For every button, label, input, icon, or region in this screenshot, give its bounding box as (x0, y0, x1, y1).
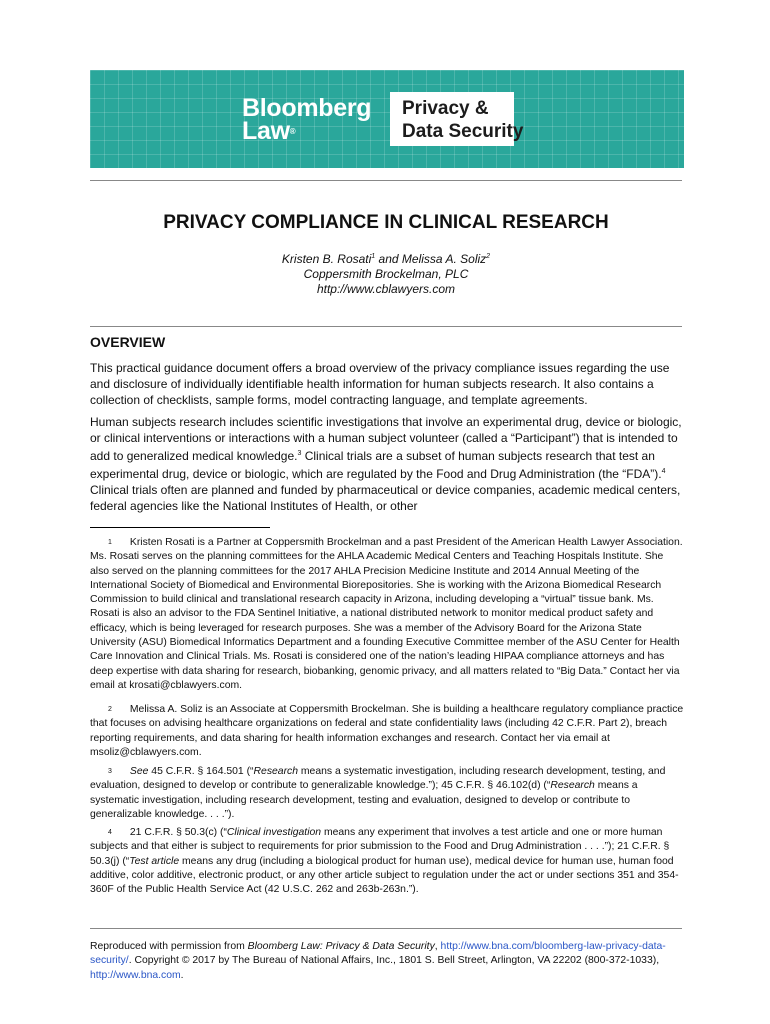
publication-name: Bloomberg Law: Privacy & Data Security (247, 941, 435, 952)
footnote-4: $^4$ 21 C.F.R. § 50.3(c) (“Clinical investigation means any experiment that involves a test article and one or more human subjects and that either is subject to requirements for prior submission to the Food and Drug Administration . . . .”); 21 C.F.R. § 50.3(j) (“Test article means any drug (including a biological product for human use), medical device for human use, human food additive, color additive, electronic product, or any other article subject to regulation under the act or under sections 351 and 354-360F of the Public Health Service Act (42 U.S.C. 262 and 263b-263n.”). (90, 827, 679, 896)
header-banner (90, 70, 684, 168)
author-2: Melissa A. Soliz (401, 252, 487, 266)
product-line-1: Privacy & (402, 98, 489, 119)
overview-paragraph-2: Human subjects research includes scientific investigations that involve an experimental drug, device or biologic, or clinical interventions or interactions with a human subject volunteer (called a “Participant”) that is intended to add to generalized medical knowledge.$^3$ Clinical trials are a subset of human subjects research that test an experimental drug, device or biologic, which are regulated by the Food and Drug Administration (the “FDA”).$^4$ Clinical trials often are planned and funded by pharmaceutical or device companies, academic medical centers, federal agencies like the National Institutes of Health, or other (90, 415, 682, 513)
author-1: Kristen B. Rosati (281, 252, 372, 266)
product-name-box (390, 92, 524, 146)
page-title: PRIVACY COMPLIANCE IN CLINICAL RESEARCH (163, 212, 609, 233)
footnote-2: $^2$ Melissa A. Soliz is an Associate at Coppersmith Brockelman. She is building a healthcare regulatory compliance practice that focuses on advising healthcare organizations on federal and state confidentiality laws (including 42 C.F.R. Part 2), breach reporting requirements, and data sharing for health information exchanges and research. Contact her via email at msoliz@cblawyers.com. (90, 704, 684, 758)
footnote-ref-4[interactable]: 4 (661, 468, 666, 475)
divider-top (90, 180, 682, 181)
author-line: Kristen B. Rosati$^1$ and Melissa A. Soliz$^2$ (281, 252, 491, 266)
footnote-ref-3[interactable]: 3 (297, 450, 302, 457)
firm-url[interactable]: http://www.cblawyers.com (316, 282, 456, 296)
overview-paragraph-1: This practical guidance document offers a broad overview of the privacy compliance issues regarding the use and disclosure of individually identifiable health information for human subjects research. It also contains a collection of checklists, sample forms, model contracting language, and template agreements. (90, 361, 670, 407)
bna-privacy-link[interactable]: http://www.bna.com/bloomberg-law-privacy-data-security/ (90, 941, 666, 967)
logo-line-2: Law® (242, 117, 296, 145)
footnote-3: $^3$ See 45 C.F.R. § 164.501 (“Research means a systematic investigation, including research development, testing, and evaluation, designed to develop or contribute to generalizable knowledge.”); 45 C.F.R. § 46.102(d) (“Research means a systematic investigation, including research development, testing and evaluation, designed to develop or contribute to generalizable knowledge. . . .”). (90, 766, 666, 820)
divider-mid (90, 326, 682, 327)
product-line-2: Data Security (402, 121, 524, 142)
author-1-footnote-ref[interactable]: 1 (371, 253, 376, 260)
bna-home-link[interactable]: http://www.bna.com (90, 969, 181, 981)
divider-footer (90, 928, 682, 929)
footnote-1: $^1$ Kristen Rosati is a Partner at Coppersmith Brockelman and a past President of the American Health Lawyer Association. Ms. Rosati serves on the planning committees for the AHLA Academic Medical Centers and Teaching Hospitals Institute. She also served on the planning committees for the 2017 AHLA Precision Medicine Institute and 2014 Annual Meeting of the International Society of Biomedical and Environmental Biorepositories. She is working with the Arizona Biomedical Research Commission to build clinical and translational research capacity in Arizona, including developing a “virtual” tissue bank. Ms. Rosati is also an advisor to the FDA Sentinel Initiative, a national distributed network to monitor medical product safety and efficacy, which is being leveraged for research purposes. She was a member of the Advisory Board for the Arizona State University (ASU) Biomedical Informatics Department and a founding Executive Committee member of the ASU Center for Health Care Innovation and Clinical Trials. Ms. Rosati is considered one of the nation’s leading HIPAA compliance attorneys and has deep expertise with data sharing for research, biobanking, genomic privacy, and all matters related to “Big Data.” Contact her via email at krosati@cblawyers.com. (90, 537, 683, 691)
firm-name: Coppersmith Brockelman, PLC (303, 267, 469, 281)
overview-heading: OVERVIEW (90, 334, 166, 350)
logo-line-1: Bloomberg (242, 94, 372, 122)
bloomberg-law-logo (242, 94, 372, 145)
reproduction-notice: Reproduced with permission from Bloomberg Law: Privacy & Data Security, http://www.bna.com/bloomberg-law-privacy-data-security/. Copyright © 2017 by The Bureau of National Affairs, Inc., 1801 S. Bell Street, Arlington, VA 22202 (800-372-1033), http://www.bna.com. (90, 941, 666, 981)
footnote-separator (90, 527, 270, 528)
author-2-footnote-ref[interactable]: 2 (486, 253, 491, 260)
